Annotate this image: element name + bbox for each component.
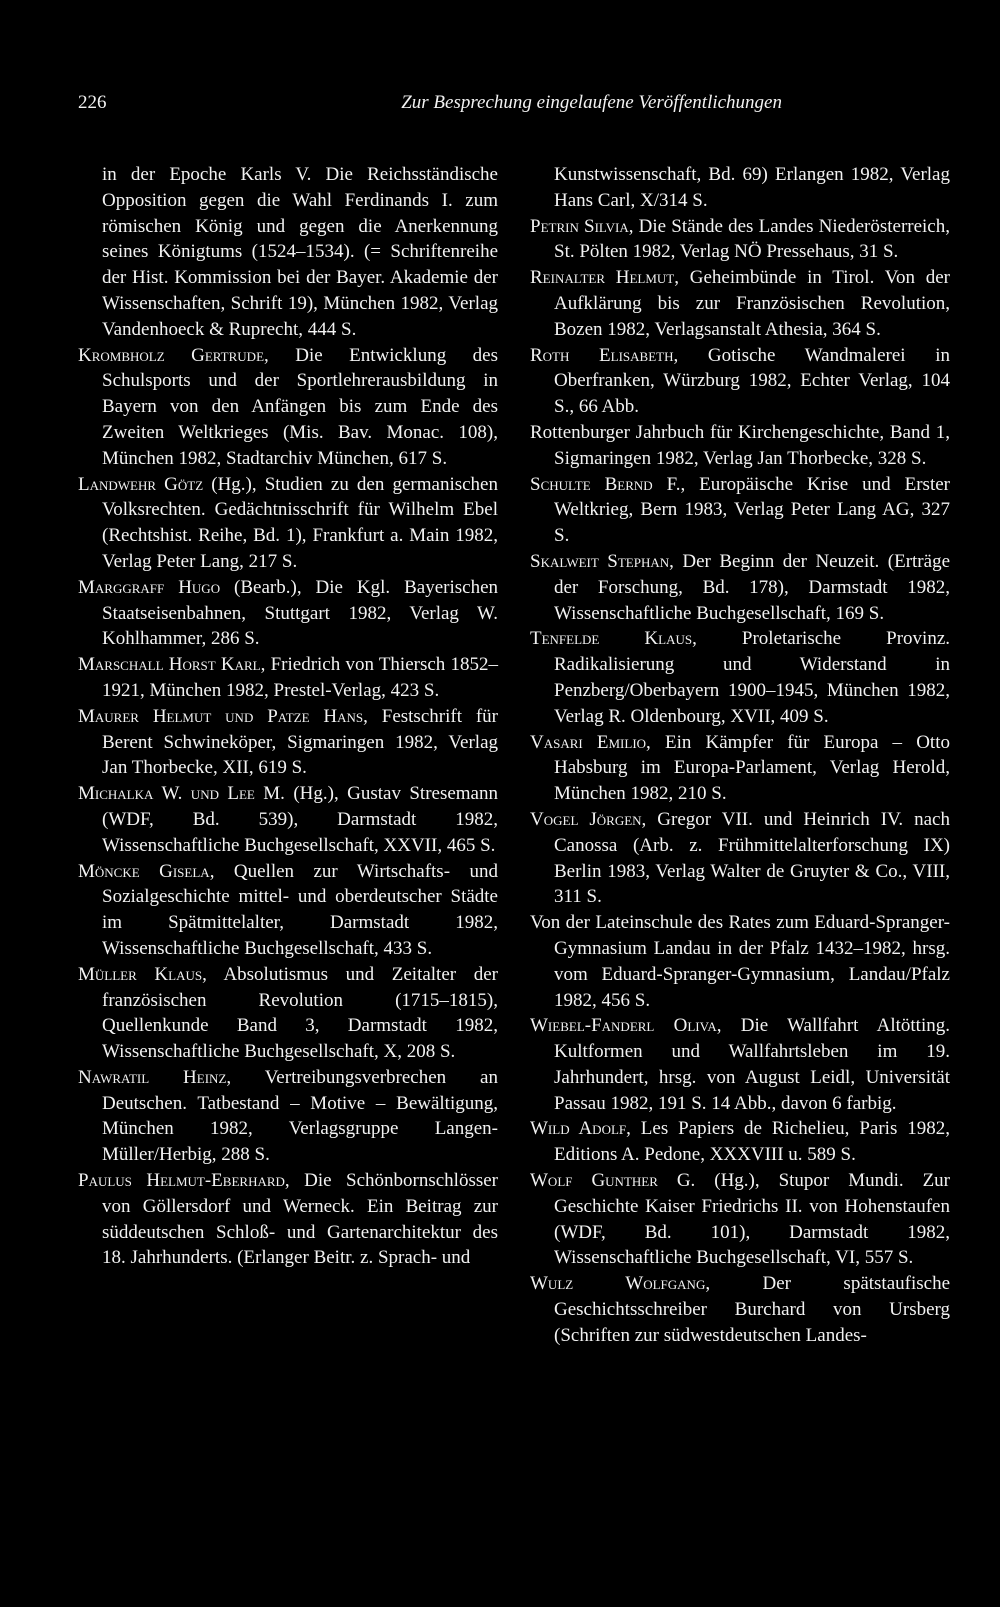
bibliography-entry: [78, 781, 498, 858]
entry-text: (Hg.), Gustav Stresemann (WDF, Bd. 539), Darmstadt 1982, Wissenschaftliche Buchgesellschaft, XXVII, 465 S.: [102, 783, 498, 856]
bibliography-entry: [530, 472, 950, 549]
entry-author: Wiebel-Fanderl Oliva: [530, 1015, 717, 1037]
entry-text: , Quellen zur Wirtschafts- und Sozialgeschichte mittel- und oberdeutscher Städte im Spätmittelalter, Darmstadt 1982, Wissenschaftliche Buchgesellschaft, 433 S.: [102, 860, 498, 959]
entry-text: (Bearb.), Die Kgl. Bayerischen Staatseisenbahnen, Stuttgart 1982, Verlag W. Kohlhammer, 286 S.: [102, 576, 499, 650]
bibliography-entry: [530, 1116, 950, 1168]
entry-text: , Proletarische Provinz. Radikalisierung und Widerstand in Penzberg/Oberbayern 1900–1945, München 1982, Verlag R. Oldenbourg, XVII, 409 S.: [554, 628, 951, 727]
bibliography-entry: [78, 962, 498, 1065]
entry-continuation: Kunstwissenschaft, Bd. 69) Erlangen 1982, Verlag Hans Carl, X/314 S.: [554, 164, 950, 211]
bibliography-entry: [530, 265, 950, 342]
entry-text: Von der Lateinschule des Rates zum Eduard-Spranger-Gymnasium Landau in der Pfalz 1432–1982, hrsg. vom Eduard-Spranger-Gymnasium, Landau/Pfalz 1982, 456 S.: [530, 912, 950, 1011]
page-number: 226: [78, 92, 107, 113]
entry-continuation: in der Epoche Karls V. Die Reichsständische Opposition gegen die Wahl Ferdinands I. zum römischen König und gegen die Anerkennung seines Königtums (1524–1534). (= Schriftenreihe der Hist. Kommission bei der Bayer. Akademie der Wissenschaften, Schrift 19), München 1982, Verlag Vandenhoeck & Ruprecht, 444 S.: [102, 164, 498, 340]
entry-author: Nawratil Heinz: [78, 1066, 227, 1088]
entry-author: Maurer Helmut und Patze Hans: [78, 705, 364, 727]
entry-text: , Vertreibungsverbrechen an Deutschen. Tatbestand – Motive – Bewältigung, München 1982, Verlagsgruppe Langen-Müller/Herbig, 288 S.: [102, 1066, 498, 1166]
entry-text: , Europäische Krise und Erster Weltkrieg, Bern 1983, Verlag Peter Lang AG, 327 S.: [554, 473, 950, 547]
entry-text: , Absolutismus und Zeitalter der französischen Revolution (1715–1815), Quellenkunde Band 3, Darmstadt 1982, Wissenschaftliche Buchgesellschaft, X, 208 S.: [102, 963, 498, 1063]
entry-author: Möncke Gisela: [78, 860, 210, 882]
entry-text: , Gregor VII. und Heinrich IV. nach Canossa (Arb. z. Frühmittelalterforschung IX) Berlin 1983, Verlag Walter de Gruyter & Co., VIII, 311 S.: [554, 808, 950, 908]
bibliography-entry: [78, 652, 498, 704]
bibliography-entry: [78, 1168, 498, 1271]
left-column: [78, 162, 498, 1271]
bibliography-entry: [78, 859, 498, 962]
bibliography-entry: [530, 343, 950, 420]
bibliography-entry: [78, 343, 498, 472]
entry-author: Schulte Bernd F.: [530, 473, 681, 495]
bibliography-entry: [530, 730, 950, 807]
right-entries-list: [530, 214, 950, 1349]
entry-author: Marggraff Hugo: [78, 576, 221, 598]
entry-author: Müller Klaus: [78, 963, 203, 985]
entry-text: , Les Papiers de Richelieu, Paris 1982, Editions A. Pedone, XXXVIII u. 589 S.: [554, 1118, 951, 1166]
entry-text: , Die Wallfahrt Altötting. Kultformen und Wallfahrtsleben im 19. Jahrhundert, hrsg. von August Leidl, Universität Passau 1982, 191 S. 14 Abb., davon 6 farbig.: [554, 1015, 950, 1114]
entry-author: Petrin Silvia: [530, 215, 629, 237]
entry-text: , Geheimbünde in Tirol. Von der Aufklärung bis zur Französischen Revolution, Bozen 1982, Verlagsanstalt Athesia, 364 S.: [554, 267, 951, 340]
running-title: Zur Besprechung eingelaufene Veröffentlichungen: [401, 92, 782, 113]
entry-text: , Gotische Wandmalerei in Oberfranken, Würzburg 1982, Echter Verlag, 104 S., 66 Abb.: [554, 344, 950, 418]
entry-text: (Hg.), Stupor Mundi. Zur Geschichte Kaiser Friedrichs II. von Hohenstaufen (WDF, Bd. 101), Darmstadt 1982, Wissenschaftliche Buchgesellschaft, VI, 557 S.: [554, 1170, 951, 1269]
entry-text: , Ein Kämpfer für Europa – Otto Habsburg im Europa-Parlament, Verlag Herold, München 1982, 210 S.: [554, 731, 950, 805]
entry-text: , Friedrich von Thiersch 1852–1921, München 1982, Prestel-Verlag, 423 S.: [102, 654, 499, 701]
entry-text: , Die Entwicklung des Schulsports und der Sportlehrerausbildung in Bayern von den Anfängen bis zum Ende des Zweiten Weltkrieges (Mis. Bav. Monac. 108), München 1982, Stadtarchiv München, 617 S.: [102, 344, 498, 469]
bibliography-entry: [530, 807, 950, 910]
entry-author: Vasari Emilio: [530, 731, 647, 753]
bibliography-entry: [530, 549, 950, 626]
bibliography-entry: [530, 1168, 950, 1271]
entry-text: , Die Schönbornschlösser von Göllersdorf und Werneck. Ein Beitrag zur süddeutschen Schloß- und Gartenarchitektur des 18. Jahrhunderts. (Erlanger Beitr. z. Sprach- und: [102, 1170, 498, 1269]
entry-author: Paulus Helmut-Eberhard: [78, 1170, 285, 1192]
entry-author: Wolf Gunther G.: [530, 1170, 696, 1192]
bibliography-entry: [530, 626, 950, 729]
entry-author: Marschall Horst Karl: [78, 654, 261, 676]
right-column: [530, 162, 950, 1349]
left-entries-list: [78, 343, 498, 1272]
entry-author: Wild Adolf: [530, 1118, 627, 1140]
entry-author: Tenfelde Klaus: [530, 628, 693, 650]
entry-author: Vogel Jörgen: [530, 808, 642, 830]
entry-text: , Die Stände des Landes Niederösterreich, St. Pölten 1982, Verlag NÖ Pressehaus, 31 S.: [554, 215, 950, 263]
entry-author: Michalka W. und Lee M.: [78, 783, 285, 805]
entry-author: Wulz Wolfgang: [530, 1273, 706, 1295]
entry-text: Rottenburger Jahrbuch für Kirchengeschichte, Band 1, Sigmaringen 1982, Verlag Jan Thorbecke, 328 S.: [530, 421, 950, 469]
entry-text: , Der Beginn der Neuzeit. (Erträge der Forschung, Bd. 178), Darmstadt 1982, Wissenschaftliche Buchgesellschaft, 169 S.: [554, 550, 950, 624]
entry-text: , Der spätstaufische Geschichtsschreiber Burchard von Ursberg (Schriften zur südwestdeutschen Landes-: [554, 1273, 951, 1346]
bibliography-entry: [530, 1013, 950, 1116]
page-header: [78, 92, 782, 114]
bibliography-entry: [530, 214, 950, 266]
bibliography-entry: [530, 910, 950, 1013]
entry-text: , Festschrift für Berent Schwineköper, Sigmaringen 1982, Verlag Jan Thorbecke, XII, 619 S.: [102, 705, 498, 779]
bibliography-entry: [530, 420, 950, 472]
bibliography-entry: [530, 1271, 950, 1348]
entry-author: Skalweit Stephan: [530, 550, 670, 572]
entry-author: Roth Elisabeth: [530, 344, 674, 366]
entry-author: Landwehr Götz: [78, 473, 204, 495]
entry-author: Krombholz Gertrude: [78, 344, 265, 366]
bibliography-entry: [78, 704, 498, 781]
entry-text: (Hg.), Studien zu den germanischen Volksrechten. Gedächtnisschrift für Wilhelm Ebel (Rechtshist. Reihe, Bd. 1), Frankfurt a. Main 1982, Verlag Peter Lang, 217 S.: [102, 473, 498, 572]
bibliography-entry: [78, 575, 498, 652]
bibliography-entry: [78, 1065, 498, 1168]
bibliography-entry: [78, 472, 498, 575]
entry-author: Reinalter Helmut: [530, 267, 675, 289]
